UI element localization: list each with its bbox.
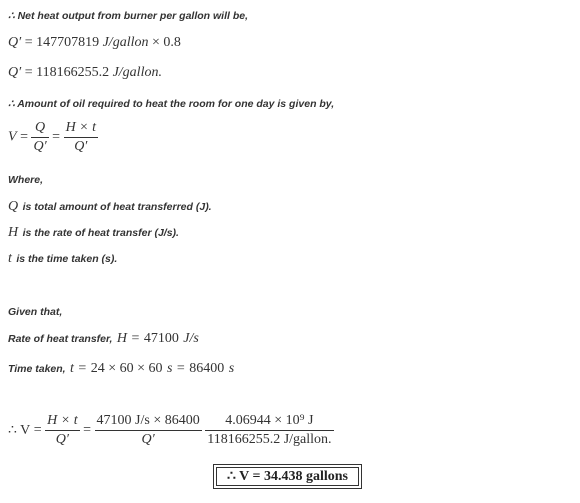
fraction-ht-over-q-prime [64,120,98,155]
fraction-q-over-q-prime [31,120,48,155]
equals-sign: = [33,422,42,438]
denominator: 118166255.2 J/gallon. [207,432,332,447]
equals-sign: = [78,361,87,376]
denominator: Q′ [74,139,88,154]
v-symbol: V [8,129,17,145]
q-prime-symbol: Q′ [8,65,22,80]
rate-unit: J/s [183,331,199,346]
denominator: Q′ [55,432,69,447]
q-prime-unit: J/gallon. [112,65,162,80]
definition-t [8,249,117,267]
answer-text: ∴ V = 34.438 gallons [216,467,359,486]
definition-t-text: is the time taken (s). [16,253,118,265]
rate-value: 47100 [143,331,179,346]
q-prime-equation-2 [8,65,162,81]
q-prime-symbol: Q′ [8,35,22,50]
fraction-ht-over-q-prime [45,413,79,448]
numerator: 4.06944 × 10⁹ J [205,413,333,431]
time-expression: 24 × 60 × 60 [90,361,163,376]
equals-sign: = [24,35,33,50]
q-prime-unit: J/gallon [102,35,149,50]
given-label: Given that, [8,306,63,318]
fraction-result [205,413,333,448]
time-unit: s [228,361,235,376]
answer-box [213,464,362,489]
numerator: 47100 J/s × 86400 [95,413,202,431]
numerator: H × t [64,120,98,138]
time-label: Time taken, [8,363,66,375]
equals-sign: = [83,422,92,438]
time-unit: s [167,361,173,376]
rate-label: Rate of heat transfer, [8,333,113,345]
volume-formula [8,120,98,155]
net-heat-intro: ∴ Net heat output from burner per gallon will be, [8,10,249,22]
q-prime-equation-1 [8,35,181,51]
oil-required-intro: ∴ Amount of oil required to heat the room for one day is given by, [8,98,335,110]
time-value: 86400 [189,361,225,376]
rate-given [8,329,199,347]
final-calculation [8,413,334,448]
time-given [8,359,234,377]
numerator: Q [31,120,48,138]
equals-sign: = [20,129,28,145]
q-symbol: Q [8,199,19,214]
h-symbol: H [116,331,128,346]
q-prime-factor: × 0.8 [151,35,181,50]
definition-q [8,197,212,215]
t-symbol: t [70,361,74,376]
q-prime-value: 147707819 [36,35,100,50]
numerator: H × t [45,413,79,431]
h-symbol: H [8,225,19,240]
q-prime-value: 118166255.2 [36,65,110,80]
denominator: Q′ [141,432,155,447]
denominator: Q′ [33,139,47,154]
t-symbol: t [8,251,12,266]
therefore-v: ∴ V [8,423,31,438]
equals-sign: = [24,65,33,80]
definition-h-text: is the rate of heat transfer (J/s). [22,227,179,239]
definition-h [8,223,179,241]
fraction-substituted [95,413,202,448]
definition-q-text: is total amount of heat transferred (J). [22,201,212,213]
equals-sign: = [52,129,61,145]
equals-sign: = [176,361,185,376]
where-label: Where, [8,174,44,186]
equals-sign: = [131,331,140,346]
